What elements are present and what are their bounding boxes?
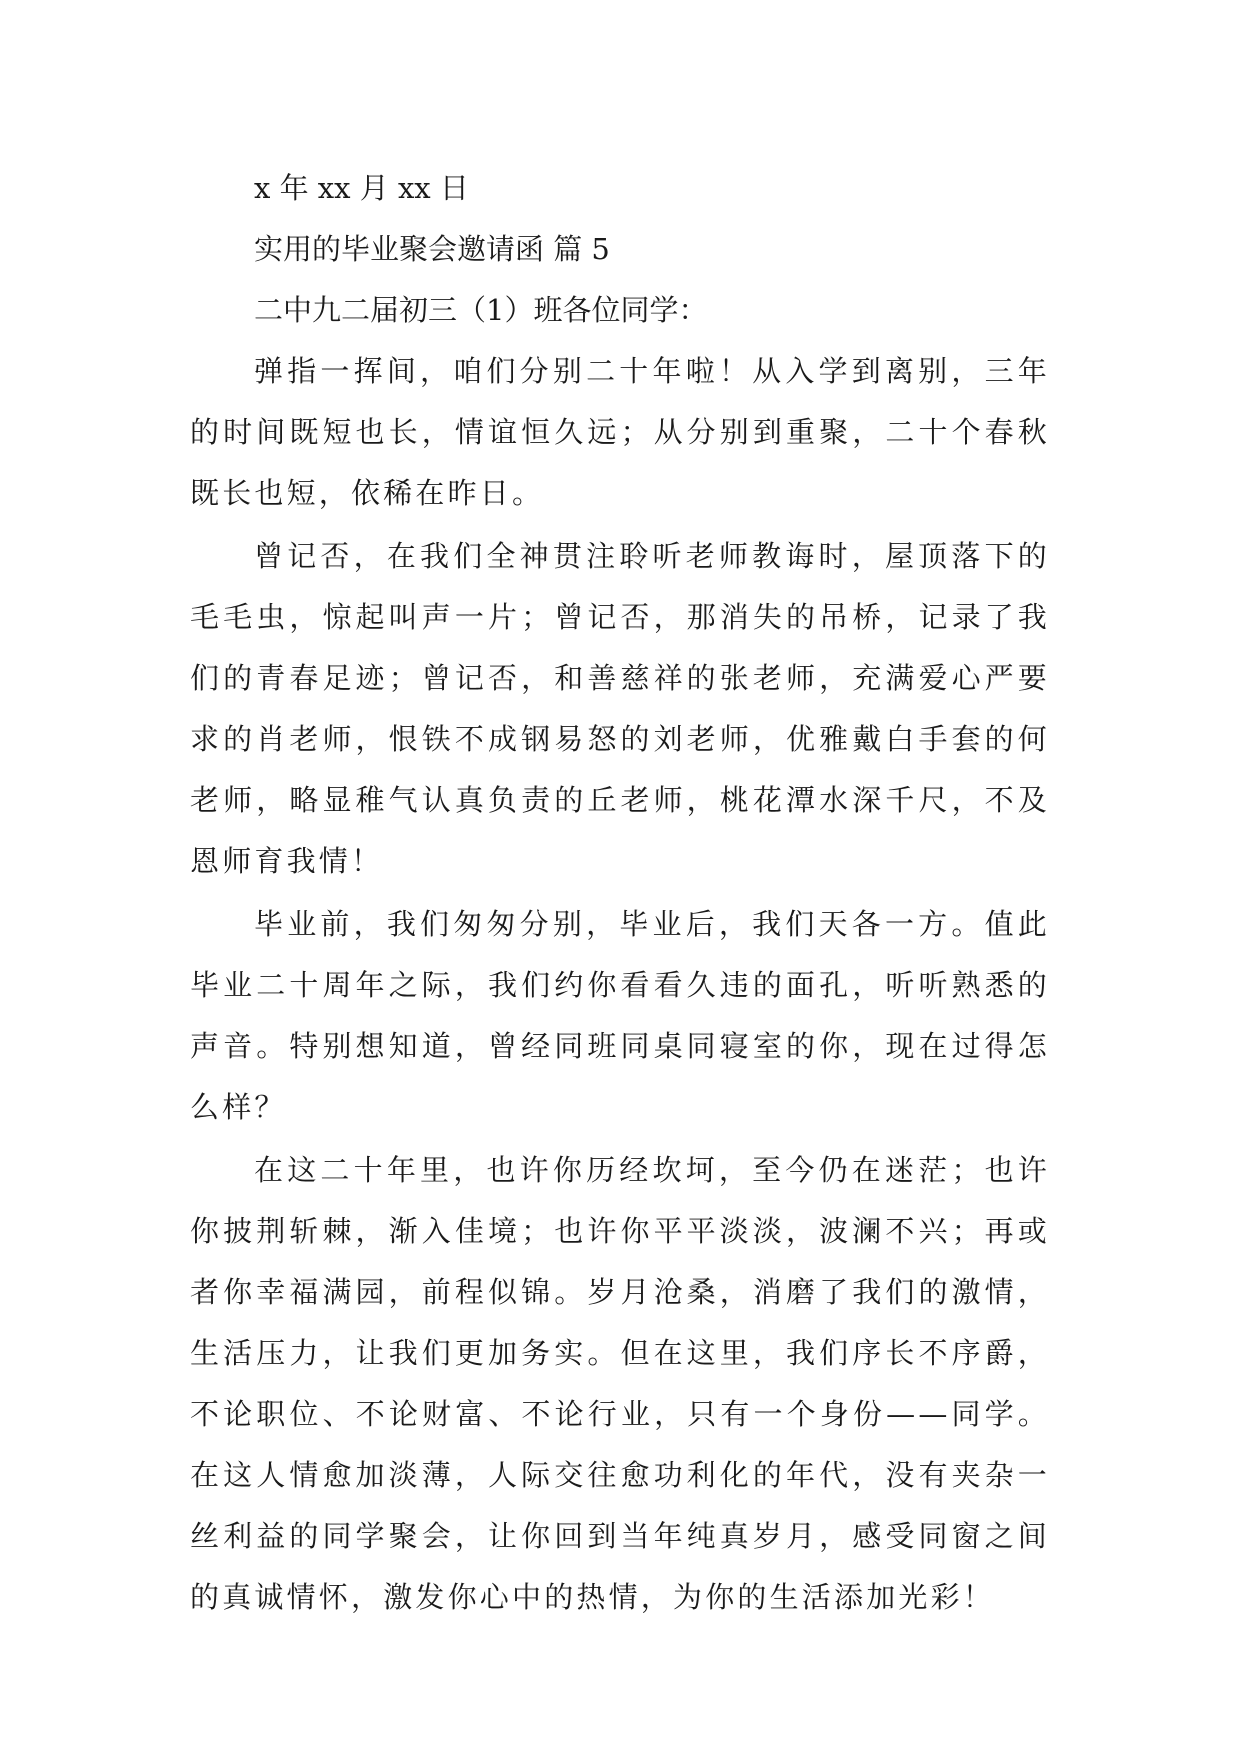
paragraph: 在这二十年里，也许你历经坎坷，至今仍在迷茫；也许你披荆斩棘，渐入佳境；也许你平平淡淡，波澜不兴；再或者你幸福满园，前程似锦。岁月沧桑，消磨了我们的激情，生活压力，让我们更加务实。但在这里，我们序长不序爵，不论职位、不论财富、不论行业，只有一个身份——同学。在这人情愈加淡薄，人际交往愈功利化的年代，没有夹杂一丝利益的同学聚会，让你回到当年纯真岁月，感受同窗之间的真诚情怀，激发你心中的热情，为你的生活添加光彩！ — [190, 1153, 1050, 1614]
paragraph: 曾记否，在我们全神贯注聆听老师教诲时，屋顶落下的毛毛虫，惊起叫声一片；曾记否，那消失的吊桥，记录了我们的青春足迹；曾记否，和善慈祥的张老师，充满爱心严要求的肖老师，恨铁不成钢易怒的刘老师，优雅戴白手套的何老师，略显稚气认真负责的丘老师，桃花潭水深千尺，不及恩师育我情！ — [190, 539, 1050, 878]
paragraph: 弹指一挥间，咱们分别二十年啦！从入学到离别，三年的时间既短也长，情谊恒久远；从分别到重聚，二十个春秋既长也短，依稀在昨日。 — [190, 354, 1050, 510]
paragraph: 毕业前，我们匆匆分别，毕业后，我们天各一方。值此毕业二十周年之际，我们约你看看久违的面孔，听听熟悉的声音。特别想知道，曾经同班同桌同寝室的你，现在过得怎么样？ — [190, 907, 1050, 1124]
document-body — [190, 158, 1050, 1630]
section-title: 实用的毕业聚会邀请函 篇 5 — [254, 232, 610, 266]
salutation: 二中九二届初三（1）班各位同学： — [254, 293, 708, 327]
date-line: x 年 xx 月 xx 日 — [254, 171, 469, 205]
